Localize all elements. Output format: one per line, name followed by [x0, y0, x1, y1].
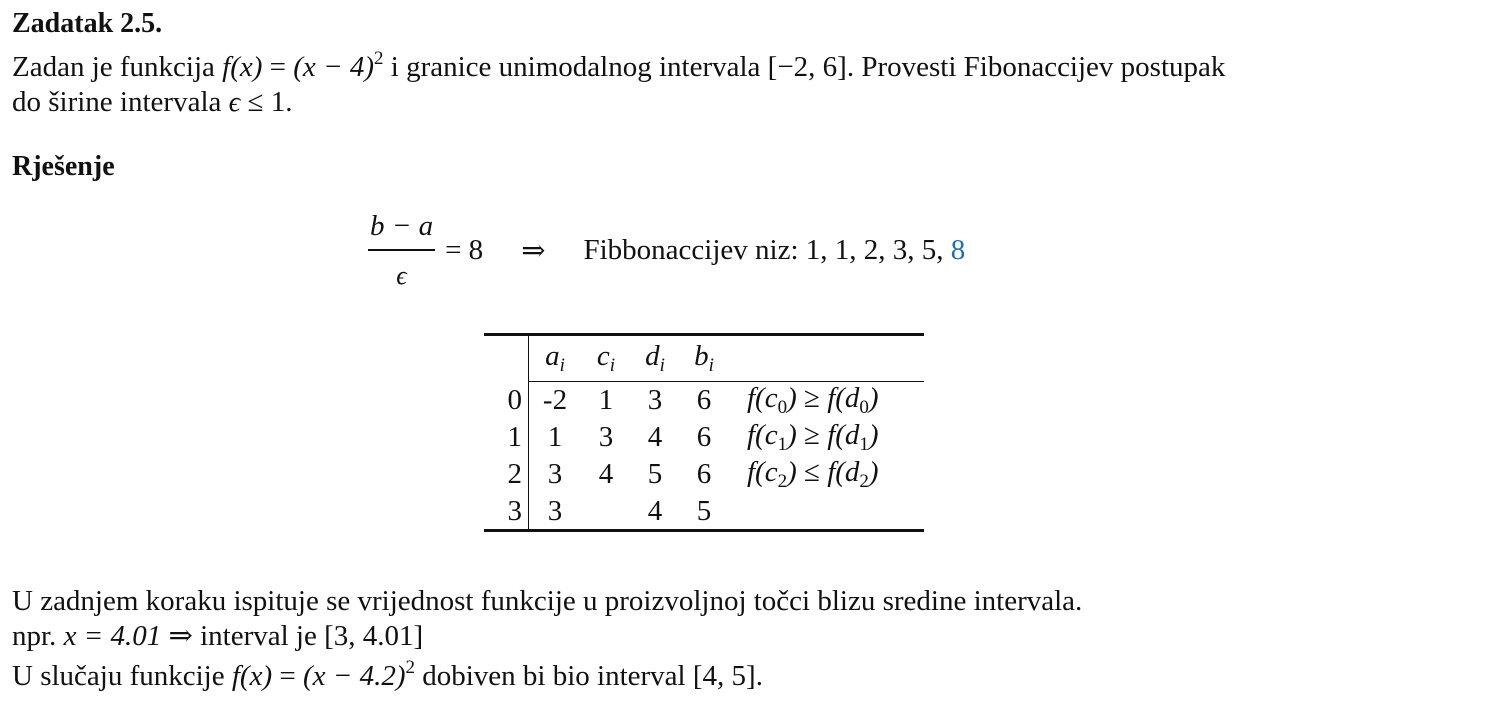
- table-header-b: [679, 335, 729, 382]
- cell-a: 3: [547, 494, 563, 527]
- cell-b: 6: [696, 458, 712, 490]
- cell-condition: [729, 382, 924, 420]
- task-text-segment: . Provesti Fibonaccijev postupak: [846, 51, 1226, 83]
- header-b-base: b: [694, 340, 709, 372]
- row-index: 3: [484, 493, 529, 531]
- cell-a: -2: [542, 384, 568, 416]
- conclusion-text-segment: npr.: [12, 620, 64, 652]
- conclusion-line3: [12, 658, 763, 691]
- cond-sub: 1: [859, 434, 869, 455]
- table-row: [484, 419, 924, 456]
- cond-part: f(d: [819, 382, 860, 414]
- cell-b: 6: [696, 421, 712, 453]
- header-b-sub: i: [708, 355, 714, 376]
- cell-condition: [729, 456, 924, 493]
- cond-operator: ≥: [804, 419, 820, 451]
- cond-sub: 1: [777, 434, 788, 455]
- equals-sign: =: [262, 51, 294, 83]
- cell-d: 3: [647, 384, 663, 416]
- cond-part: ): [868, 419, 879, 451]
- table-row: [484, 493, 924, 531]
- cell-b: 6: [696, 384, 712, 416]
- table-header-index: [484, 335, 529, 382]
- cell-a: 1: [547, 421, 563, 453]
- header-a-base: a: [545, 340, 560, 372]
- function-body: (x − 4): [293, 51, 375, 83]
- task-text-segment: Zadan je funkcija: [12, 51, 223, 83]
- cond-part: ): [868, 456, 879, 488]
- row-index: 0: [484, 382, 529, 420]
- cond-operator: ≤: [804, 456, 820, 488]
- table-header-a: [529, 335, 582, 382]
- header-c-sub: i: [609, 355, 616, 376]
- cell-b: 5: [696, 494, 712, 527]
- cond-part: f(d: [819, 419, 860, 451]
- cond-part: f(d: [819, 456, 860, 488]
- implies-arrow: ⇒: [161, 620, 201, 652]
- fibonacci-iteration-table: [484, 333, 924, 532]
- epsilon-symbol: ϵ: [228, 86, 241, 118]
- fraction-denominator: ϵ: [396, 260, 407, 290]
- cell-condition: [729, 493, 924, 531]
- cell-condition: [729, 419, 924, 456]
- implies-arrow: ⇒: [521, 234, 546, 267]
- task-text-line1: [12, 49, 1225, 82]
- initial-interval: [−2, 6]: [767, 51, 847, 83]
- table-row: [484, 456, 924, 493]
- cond-sub: 2: [859, 471, 869, 492]
- table-header-c: [581, 335, 631, 382]
- table-row: [484, 382, 924, 420]
- cell-c: 1: [598, 384, 614, 416]
- fraction: [368, 210, 435, 291]
- function-name: f(x): [231, 660, 273, 692]
- header-d-base: d: [645, 340, 660, 372]
- row-index: 2: [484, 456, 529, 493]
- cond-part: ): [787, 456, 805, 488]
- header-a-sub: i: [559, 355, 565, 376]
- result-interval: [3, 4.01]: [324, 620, 424, 652]
- cell-d: 5: [647, 458, 663, 490]
- cell-c: [581, 493, 631, 531]
- function-name: f(x): [222, 51, 263, 83]
- cond-part: ): [868, 382, 879, 414]
- cond-part: ): [787, 382, 805, 414]
- cell-d: 4: [647, 494, 663, 527]
- header-d-sub: i: [659, 355, 665, 376]
- row-index: 1: [484, 419, 529, 456]
- fibonacci-sequence-label: Fibbonaccijev niz: 1, 1, 2, 3, 5,: [583, 233, 944, 266]
- equation-result: = 8: [445, 233, 484, 266]
- function-body: (x − 4.2): [302, 660, 406, 692]
- cell-a: 3: [547, 458, 563, 490]
- conclusion-line1: U zadnjem koraku ispituje se vrijednost funkcije u proizvoljnoj točci blizu sredine intervala.: [12, 585, 1083, 617]
- equals-sign: =: [272, 660, 303, 692]
- cond-part: f(c: [747, 456, 778, 488]
- task-text-segment: i granice unimodalnog intervala: [383, 51, 768, 83]
- solution-heading: Rješenje: [12, 151, 115, 182]
- conclusion-text-segment: U slučaju funkcije: [12, 660, 232, 692]
- task-title: Zadatak 2.5.: [12, 8, 163, 39]
- cond-sub: 0: [859, 397, 869, 418]
- task-text-line2: [12, 88, 292, 117]
- conclusion-line2: [12, 622, 423, 651]
- test-point-expression: x = 4.01: [63, 620, 162, 652]
- alternative-interval: [4, 5]: [692, 660, 756, 692]
- cell-c: 4: [598, 458, 614, 490]
- tolerance-condition: ≤ 1.: [240, 86, 293, 118]
- header-c-base: c: [596, 340, 610, 372]
- cell-d: 4: [647, 421, 663, 453]
- cond-sub: 0: [777, 397, 788, 418]
- cond-part: f(c: [747, 419, 778, 451]
- cell-c: 3: [598, 421, 614, 453]
- conclusion-text-segment: interval je: [200, 620, 325, 652]
- cond-sub: 2: [777, 471, 788, 492]
- table-header-row: [484, 335, 924, 382]
- function-exponent: 2: [374, 48, 384, 69]
- task-text-segment: do širine intervala: [12, 86, 229, 118]
- cond-operator: ≥: [804, 382, 820, 414]
- table-header-condition: [729, 335, 924, 382]
- cond-part: ): [787, 419, 805, 451]
- display-equation: [368, 209, 966, 290]
- conclusion-text-segment: .: [755, 660, 763, 692]
- table-header-d: [631, 335, 679, 382]
- conclusion-text-segment: dobiven bi bio interval: [414, 660, 693, 692]
- function-exponent: 2: [405, 657, 415, 678]
- cond-part: f(c: [747, 382, 778, 414]
- fibonacci-sequence-highlight: 8: [950, 233, 966, 266]
- fraction-numerator: b − a: [368, 210, 435, 251]
